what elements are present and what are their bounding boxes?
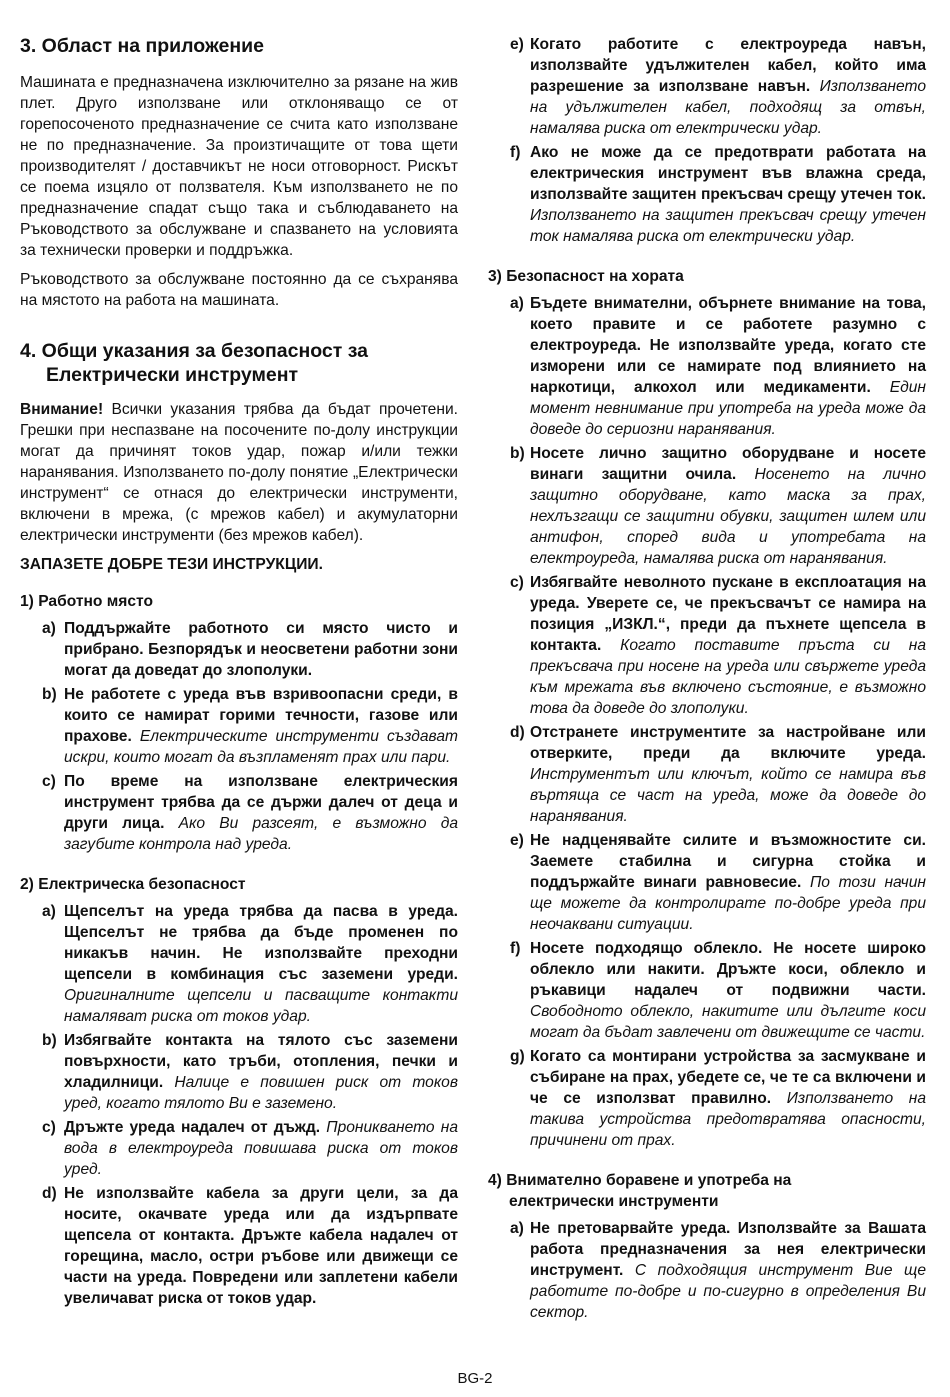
- subsection-1-list: [20, 618, 458, 855]
- list-item: [20, 1117, 458, 1180]
- list-item: [488, 938, 926, 1043]
- subsection-3-title: 3) Безопасност на хората: [488, 268, 684, 285]
- item-explanation: Проникването на вода в електроуреда повишава риска от токов уред.: [64, 1119, 458, 1178]
- right-column: [488, 34, 926, 1326]
- list-item: [20, 684, 458, 768]
- section-4-intro: [20, 399, 458, 546]
- subsection-2-list: [20, 901, 458, 1309]
- item-instruction: Не работете с уреда във взривоопасни среди, в които се намират горими течности, газове или прахове.: [64, 686, 458, 745]
- subsection-4-list: [488, 1218, 926, 1323]
- list-item: [20, 1030, 458, 1114]
- subsection-1-title: 1) Работно място: [20, 593, 154, 610]
- list-item: [488, 830, 926, 935]
- subsection-2-title: 2) Електрическа безопасност: [20, 876, 246, 893]
- item-explanation: Налице е повишен риск от токов уред, когато тялото Ви е заземено.: [64, 1074, 458, 1112]
- list-item: [20, 901, 458, 1027]
- item-explanation: Оригиналните щепсели и пасващите контакти намаляват риска от токов удар.: [64, 987, 458, 1025]
- section-4-title-line-2: Електрически инструмент: [46, 364, 299, 386]
- item-letter: f): [510, 144, 521, 161]
- subsection-4-title-line-1: 4) Внимателно боравене и употреба на: [488, 1172, 792, 1189]
- item-instruction: Бъдете внимателни, обърнете внимание на това, което правите и се работете разумно с електроуреда. Не използвайте уреда, когато сте изморени или се намирате под влиянието на наркотици, алкохол или медикаменти.: [530, 295, 926, 396]
- section-3-title: 3. Област на приложение: [20, 35, 264, 57]
- item-letter: d): [42, 1185, 57, 1202]
- subsection-2-continued-list: [488, 34, 926, 247]
- item-instruction: Поддържайте работното си място чисто и прибрано. Безпорядък и неосветени работни зони могат да доведат до злополуки.: [64, 620, 458, 679]
- item-explanation: Свободното облекло, накитите или дългите коси могат да бъдат завлечени от движещите се части.: [530, 1003, 926, 1041]
- item-letter: b): [42, 686, 57, 703]
- item-letter: b): [42, 1032, 57, 1049]
- list-item: [488, 34, 926, 139]
- left-column: [20, 34, 458, 1312]
- item-instruction: Не използвайте кабела за други цели, за да носите, окачвате уреда или да издърпвате щепсела от контакта. Дръжте кабела надалеч от горещина, масло, остри ръбове или движещи се части на уреда. Повредени или заплетени кабели увеличават риска от токов удар.: [64, 1185, 458, 1307]
- item-letter: e): [510, 36, 524, 53]
- list-item: [488, 1218, 926, 1323]
- list-item: [488, 572, 926, 719]
- item-letter: c): [42, 773, 56, 790]
- item-instruction: Избягвайте неволното пускане в експлоатация на уреда. Уверете се, че прекъсвачът се намира на позиция „ИЗКЛ.“, преди да пъхнете щепсела в контакта.: [530, 574, 926, 654]
- subsection-4-title-line-2: електрически инструменти: [509, 1193, 719, 1210]
- item-letter: a): [42, 903, 56, 920]
- item-explanation: Ако Ви разсеят, е възможно да загубите контрола над уреда.: [64, 815, 458, 853]
- item-letter: e): [510, 832, 524, 849]
- item-explanation: Инструментът или ключът, който се намира във въртяща се част на уреда, може да доведе до наранявания.: [530, 766, 926, 825]
- item-instruction: Отстранете инструментите за настройване или отверките, преди да включите уреда.: [530, 724, 926, 762]
- list-item: [488, 293, 926, 440]
- item-explanation: С подходящия инструмент Вие ще работите по-добре и по-сигурно в определения Ви сектор.: [530, 1262, 926, 1321]
- item-instruction: По време на използване електрическия инструмент трябва да се държи далеч от деца и други лица.: [64, 773, 458, 832]
- item-explanation: Един момент невнимание при употреба на уреда може да доведе до сериозни наранявания.: [530, 379, 926, 438]
- item-explanation: Използването на такива устройства предотвратява опасности, причинени от прах.: [530, 1090, 926, 1149]
- subsection-4-title: [488, 1170, 926, 1212]
- item-letter: c): [510, 574, 524, 591]
- item-instruction: Не претоварвайте уреда. Използвайте за Вашата работа предназначения за нея електрически инструмент.: [530, 1220, 926, 1279]
- subsection-3-list: [488, 293, 926, 1151]
- list-item: [488, 1046, 926, 1151]
- item-instruction: Ако не може да се предотврати работата на електрическия инструмент във влажна среда, използвайте защитен прекъсвач срещу утечен ток.: [530, 144, 926, 203]
- section-4-title: [20, 339, 458, 387]
- item-instruction: Избягвайте контакта на тялото със заземени повърхности, като тръби, отопления, печки и хладилници.: [64, 1032, 458, 1091]
- item-explanation: Когато поставите пръста си на прекъсвача при носене на уреда или свържете уреда към мрежата във включено състояние, е възможно това да доведе до злополуки.: [530, 637, 926, 717]
- list-item: [488, 443, 926, 569]
- keep-instructions-notice: ЗАПАЗЕТЕ ДОБРЕ ТЕЗИ ИНСТРУКЦИИ.: [20, 556, 323, 573]
- item-letter: a): [510, 1220, 524, 1237]
- item-letter: b): [510, 445, 525, 462]
- item-letter: c): [42, 1119, 56, 1136]
- list-item: [488, 142, 926, 247]
- item-instruction: Не надценявайте силите и възможностите си. Заемете стабилна и сигурна стойка и поддържайте винаги равновесие.: [530, 832, 926, 891]
- item-instruction: Когато работите с електроуреда навън, използвайте удължителен кабел, който има разрешение за използване навън.: [530, 36, 926, 95]
- list-item: [20, 1183, 458, 1309]
- item-instruction: Носете лично защитно оборудване и носете винаги защитни очила.: [530, 445, 926, 483]
- item-instruction: Дръжте уреда надалеч от дъжд.: [64, 1119, 321, 1136]
- page-number: BG-2: [457, 1370, 493, 1387]
- item-letter: d): [510, 724, 525, 741]
- list-item: [20, 618, 458, 681]
- attention-label: Внимание!: [20, 401, 104, 418]
- item-explanation: По този начин ще можете да контролирате по-добре уреда при неочаквани ситуации.: [530, 874, 926, 933]
- item-letter: a): [510, 295, 524, 312]
- section-4-title-line-1: 4. Общи указания за безопасност за: [20, 340, 368, 362]
- item-instruction: Когато са монтирани устройства за засмукване и събиране на прах, убедете се, че те са включени и че се използват правилно.: [530, 1048, 926, 1107]
- item-explanation: Използването на удължителен кабел, подходящ за отвън, намалява риска от електрически удар.: [530, 78, 926, 137]
- item-letter: g): [510, 1048, 525, 1065]
- item-instruction: Щепселът на уреда трябва да пасва в уреда. Щепселът не трябва да бъде променен по никакъв начин. Не използвайте преходни щепсели в комбинация със заземени уреди.: [64, 903, 458, 983]
- section-3-paragraph-1: Машината е предназначена изключително за рязане на жив плет. Друго използване или отклоняващо се от горепосоченото предназначение се счита като използване не по предназначение. За произтичащите от това щети производителят / доставчикът не носи отговорност. Рискът се поема изцяло от ползвателя. Към използването не по предназначение спадат също така и съблюдаването на Ръководството за обслужване и спазването на условията за технически проверки и поддръжка.: [20, 74, 458, 259]
- item-letter: a): [42, 620, 56, 637]
- section-4-intro-text: Всички указания трябва да бъдат прочетени. Грешки при неспазване на посочените по-долу инструкции могат да причинят токов удар, пожар и/или тежки наранявания. Използването по-долу понятие „Електрически инструмент“ се отнася до електрически инструменти, включени в мрежа, (с мрежов кабел) и акумулаторни електрически инструменти (без мрежов кабел).: [20, 401, 458, 544]
- section-3-paragraph-2: Ръководството за обслужване постоянно да се съхранява на мястото на работа на машината.: [20, 271, 458, 309]
- item-explanation: Носенето на лично защитно оборудване, като маска за прах, нехлъзгащи се защитни обувки, защитен шлем или антифон, според вида и употребата на електроуреда, намалява риска от наранявания.: [530, 466, 926, 567]
- item-explanation: Електрическите инструменти създават искри, които могат да възпламенят прах или пари.: [64, 728, 458, 766]
- list-item: [488, 722, 926, 827]
- list-item: [20, 771, 458, 855]
- item-letter: f): [510, 940, 521, 957]
- item-instruction: Носете подходящо облекло. Не носете широко облекло или накити. Дръжте коси, облекло и ръкавици надалеч от подвижни части.: [530, 940, 926, 999]
- item-explanation: Използването на защитен прекъсвач срещу утечен ток намалява риска от електрически удар.: [530, 207, 926, 245]
